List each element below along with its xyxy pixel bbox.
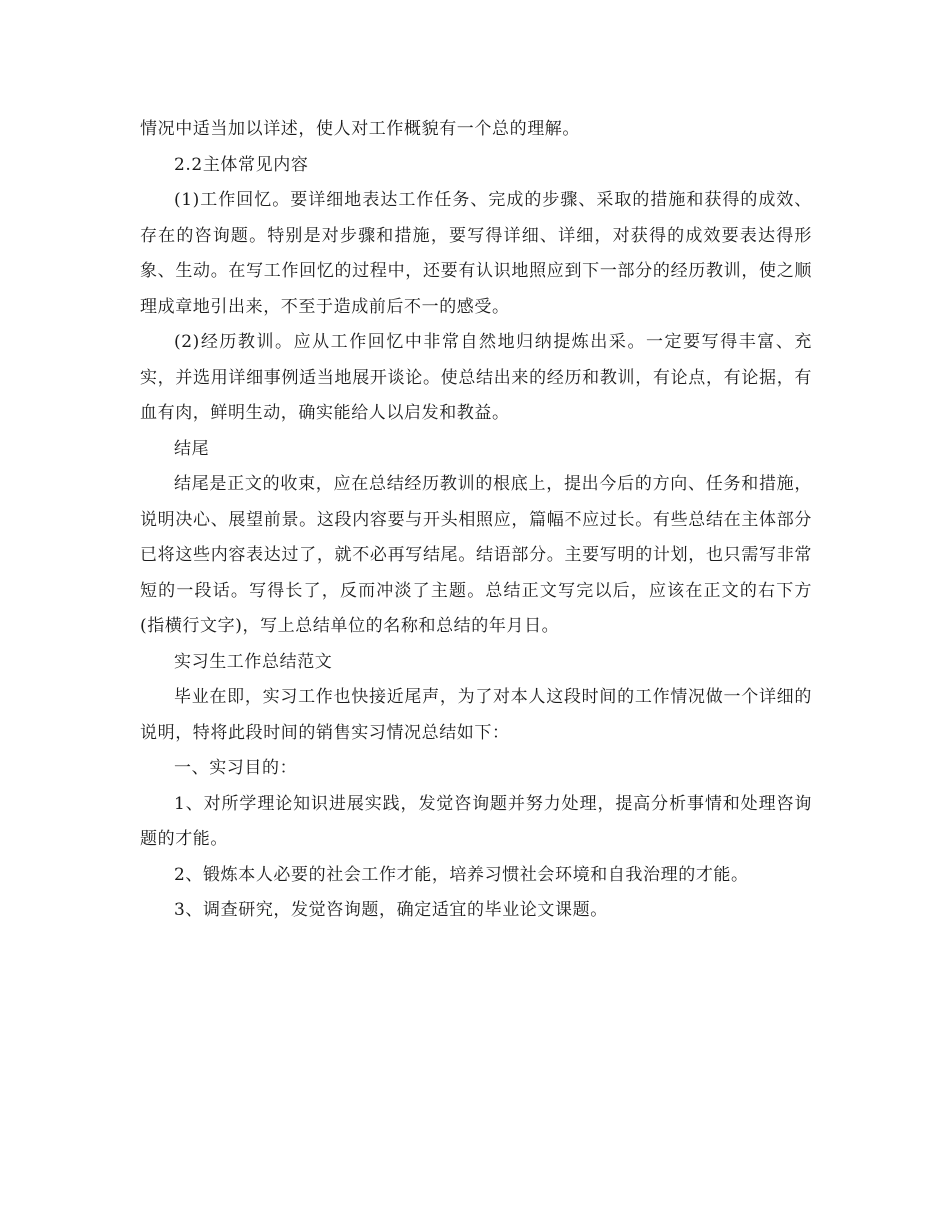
list-item-purpose-3: 3、调查研究，发觉咨询题，确定适宜的毕业论文课题。 bbox=[174, 900, 608, 920]
paragraph-lessons: (2)经历教训。应从工作回忆中非常自然地归纳提炼出采。一定要写得丰富、充实，并选用详细事例适当地展开谈论。使总结出来的经历和教训，有论点，有论据，有血有肉，鲜明生动，确实能给人以启发和教益。 bbox=[140, 332, 812, 423]
list-item-purpose-1: 1、对所学理论知识进展实践，发觉咨询题并努力处理，提高分析事情和处理咨询题的才能。 bbox=[140, 793, 812, 849]
list-heading-purpose: 一、实习目的： bbox=[174, 758, 298, 778]
paragraph-continuation: 情况中适当加以详述，使人对工作概貌有一个总的理解。 bbox=[140, 119, 580, 139]
paragraph-ending: 结尾是正文的收束，应在总结经历教训的根底上，提出今后的方向、任务和措施，说明决心、展望前景。这段内容要与开头相照应，篇幅不应过长。有些总结在主体部分已将这些内容表达过了，就不必再写结尾。结语部分。主要写明的计划，也只需写非常短的一段话。写得长了，反而冲淡了主题。总结正文写完以后，应该在正文的右下方(指横行文字)，写上总结单位的名称和总结的年月日。 bbox=[140, 474, 812, 636]
document-body bbox=[140, 112, 812, 929]
section-heading-ending: 结尾 bbox=[174, 438, 210, 459]
list-item-purpose-2: 2、锻炼本人必要的社会工作才能，培养习惯社会环境和自我治理的才能。 bbox=[174, 864, 749, 885]
paragraph-intro: 毕业在即，实习工作也快接近尾声，为了对本人这段时间的工作情况做一个详细的说明，特将此段时间的销售实习情况总结如下： bbox=[140, 687, 812, 743]
paragraph-work-review: (1)工作回忆。要详细地表达工作任务、完成的步骤、采取的措施和获得的成效、存在的咨询题。特别是对步骤和措施，要写得详细、详细，对获得的成效要表达得形象、生动。在写工作回忆的过程中，还要有认识地照应到下一部分的经历教训，使之顺理成章地引出来，不至于造成前后不一的感受。 bbox=[140, 190, 812, 317]
section-heading-intern-summary: 实习生工作总结范文 bbox=[174, 651, 333, 672]
section-heading-main-content: 2.2主体常见内容 bbox=[174, 154, 309, 175]
